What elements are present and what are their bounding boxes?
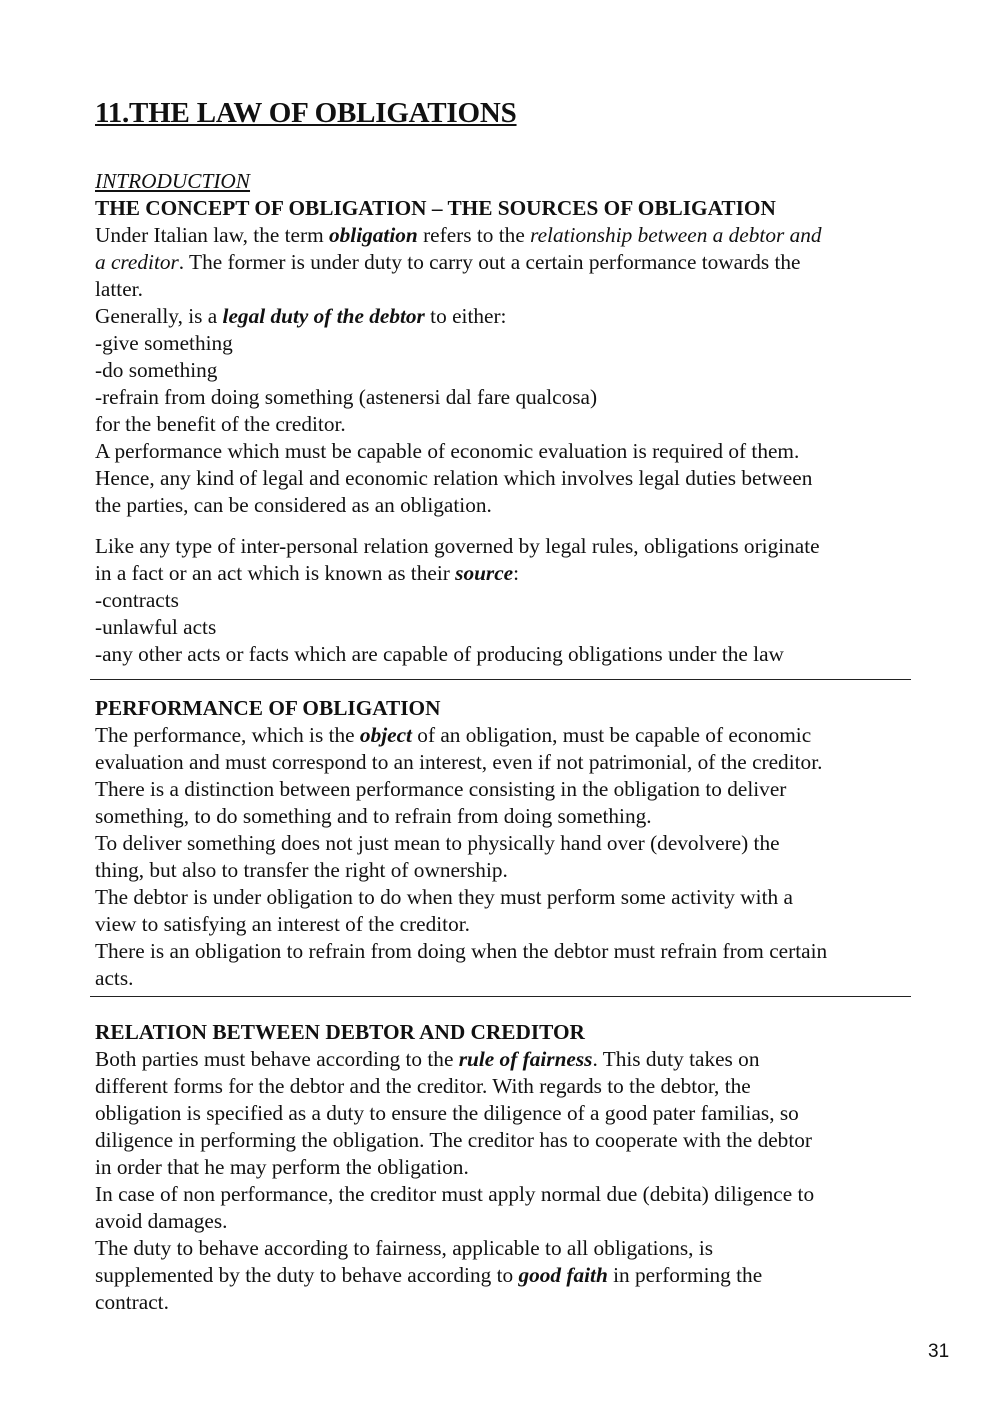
list-item: -refrain from doing something (astenersi dal fare qualcosa) — [95, 385, 598, 409]
text-line: evaluation and must correspond to an interest, even if not patrimonial, of the creditor. — [95, 750, 823, 774]
text-line: In case of non performance, the creditor must apply normal due (debita) diligence to — [95, 1182, 815, 1206]
text-line: The debtor is under obligation to do when they must perform some activity with a — [95, 885, 793, 909]
section-heading: RELATION BETWEEN DEBTOR AND CREDITOR — [95, 1020, 585, 1044]
text-line: Both parties must behave according to the rule of fairness. This duty takes on — [95, 1047, 760, 1071]
text-line: diligence in performing the obligation. The creditor has to cooperate with the debtor — [95, 1128, 812, 1152]
text-line: different forms for the debtor and the creditor. With regards to the debtor, the — [95, 1074, 751, 1098]
page-content — [95, 94, 915, 1316]
text-line: Under Italian law, the term obligation refers to the relationship between a debtor and — [95, 223, 822, 247]
section-divider — [90, 996, 911, 997]
text-line: A performance which must be capable of economic evaluation is required of them. — [95, 439, 800, 463]
section-relation — [95, 1019, 915, 1316]
text-line: contract. — [95, 1290, 169, 1314]
text-line: avoid damages. — [95, 1209, 228, 1233]
text-line: in a fact or an act which is known as their source: — [95, 561, 520, 585]
text-line: Hence, any kind of legal and economic relation which involves legal duties between — [95, 466, 813, 490]
text-line: Like any type of inter-personal relation governed by legal rules, obligations originate — [95, 534, 820, 558]
section-divider — [90, 679, 911, 680]
text-line: acts. — [95, 966, 134, 990]
text-line: The duty to behave according to fairness, applicable to all obligations, is — [95, 1236, 714, 1260]
section-performance — [95, 695, 915, 992]
section-heading: THE CONCEPT OF OBLIGATION – THE SOURCES OF OBLIGATION — [95, 196, 776, 220]
page-title: 11.THE LAW OF OBLIGATIONS — [95, 97, 517, 129]
intro-label: INTRODUCTION — [95, 169, 251, 193]
text-line: supplemented by the duty to behave according to good faith in performing the — [95, 1263, 763, 1287]
text-line: There is an obligation to refrain from doing when the debtor must refrain from certain — [95, 939, 828, 963]
list-item: -any other acts or facts which are capable of producing obligations under the law — [95, 642, 784, 666]
text-line: obligation is specified as a duty to ensure the diligence of a good pater familias, so — [95, 1101, 799, 1125]
text-line: a creditor. The former is under duty to carry out a certain performance towards the — [95, 250, 801, 274]
list-item: -contracts — [95, 588, 179, 612]
text-line: thing, but also to transfer the right of ownership. — [95, 858, 508, 882]
text-line: There is a distinction between performance consisting in the obligation to deliver — [95, 777, 787, 801]
text-line: view to satisfying an interest of the creditor. — [95, 912, 470, 936]
section-concept — [95, 195, 915, 668]
text-line: the parties, can be considered as an obligation. — [95, 493, 492, 517]
text-line: something, to do something and to refrain from doing something. — [95, 804, 652, 828]
text-line: in order that he may perform the obligation. — [95, 1155, 469, 1179]
list-item: -do something — [95, 358, 218, 382]
text-line: The performance, which is the object of an obligation, must be capable of economic — [95, 723, 812, 747]
text-line: latter. — [95, 277, 143, 301]
list-item: -unlawful acts — [95, 615, 217, 639]
text-line: To deliver something does not just mean to physically hand over (devolvere) the — [95, 831, 780, 855]
text-line: Generally, is a legal duty of the debtor to either: — [95, 304, 507, 328]
page-number: 31 — [928, 1341, 950, 1362]
text-line: for the benefit of the creditor. — [95, 412, 346, 436]
list-item: -give something — [95, 331, 233, 355]
section-heading: PERFORMANCE OF OBLIGATION — [95, 696, 441, 720]
